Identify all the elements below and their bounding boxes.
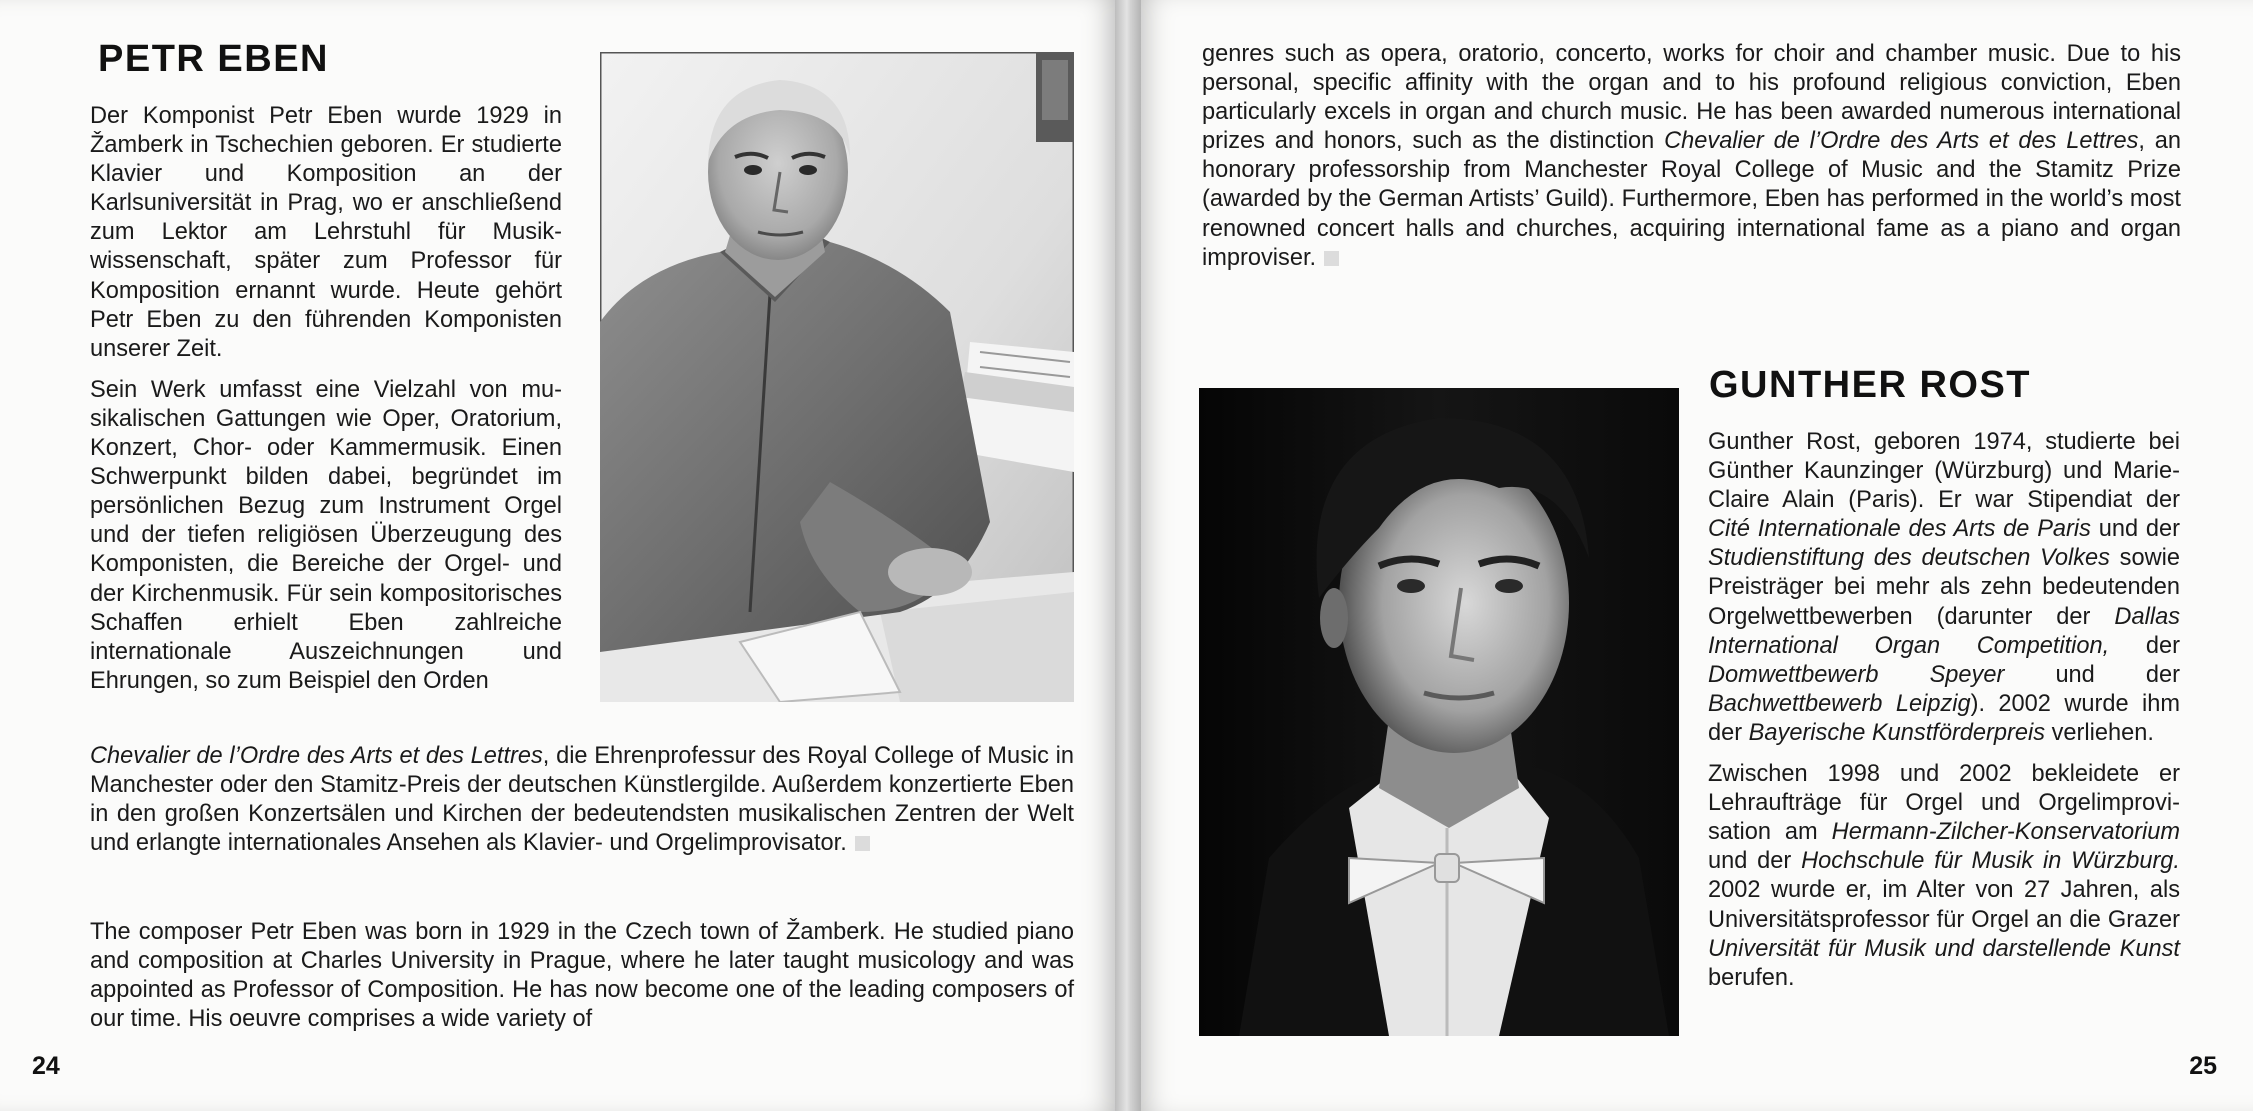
rost-bio-text: 2002 wurde er, im Alter von 27 Jahren, als Universitätsprofessor für Orgel an die Grazer: [1708, 877, 2180, 933]
rost-bio-italic: Hochschule für Musik in Würzburg.: [1801, 848, 2180, 875]
english-bio-paragraph: The composer Petr Eben was born in 1929 in the Czech town of Žamberk. He studied piano and composition at Charles University in Prague, where he later taught musicology and was appointed as Professor of Composition. He has now become one of the leading composers of our time. His oeuvre comprises a wide variety of: [90, 919, 1074, 1033]
rost-bio-paragraph-2: [1708, 760, 2180, 993]
rost-bio-text: berufen.: [1708, 964, 1795, 991]
left-page: [0, 0, 1115, 1111]
english-continued-part-2: , an honorary professorship from Manchester Royal College of Music and the Stamitz Prize (awarded by the German Artists’ Guild). Furthermore, Eben has performed in the world’s most renowned concert halls and churches, acquiring international fame as a piano and organ improviser.: [1202, 128, 2181, 271]
petr-eben-english-bio: [90, 918, 1074, 1034]
rost-bio-paragraph-1: [1708, 428, 2180, 748]
rost-bio-text: verliehen.: [2051, 719, 2154, 746]
rost-bio-italic: Bachwettbewerb Leipzig: [1708, 690, 1971, 717]
rost-bio-italic: Bayerische Kunstförderpreis: [1748, 719, 2046, 746]
english-continued-part-1: genres such as opera, oratorio, concerto, works for choir and chamber music. Due to his personal, specific affinity with the organ and to his profound religious conviction, Eben particularly excels in organ and church music. He has been awarded numerous international prizes and honors, such as the distinction: [1202, 41, 2181, 155]
rost-bio-italic: Hermann-Zilcher-Konservatorium: [1831, 819, 2181, 846]
rost-bio-text: sowie Preisträger bei mehr als zehn bedeutenden Orgelwettbewerben (darunter der: [1708, 545, 2180, 630]
gunther-rost-heading: GUNTHER ROST: [1709, 364, 2031, 406]
rost-bio-italic: Domwettbewerb Speyer: [1708, 661, 2005, 688]
rost-bio-italic: Cité Internationale des Arts de Paris: [1708, 516, 2091, 543]
german-bio-continuation: , die Ehrenprofessur des Royal College of Music in Manchester oder den Stamitz-Preis der deutschen Künstlergilde. Außerdem konzertierte Eben in den großen Konzertsälen und Kirchen der bedeutendsten musikalischen Zentren der Welt und erlangte internationales Ansehen als Klavier- und Orgelimprovisator.: [90, 743, 1075, 857]
german-bio-paragraph-1: Der Komponist Petr Eben wurde 1929 in Žamberk in Tschechien geboren. Er studierte Klavier und Komposition an der Karlsuniversität in Prag, wo er anschließend zum Lektor am Lehrstuhl für Musikwissenschaft, später zum Professor für Komposition ernannt wurde. Heute gehört Petr Eben zu den führenden Komponisten unserer Zeit.: [90, 103, 562, 362]
gunther-rost-photo-image: [1199, 388, 1679, 1036]
page-number-right: 25: [2189, 1052, 2217, 1080]
rost-bio-text: und der: [2098, 516, 2180, 543]
rost-bio-text: Zwischen 1998 und 2002 bekleidete er Lehraufträge für Orgel und Orgelimprovisation am: [1708, 761, 2180, 846]
award-title-german: Chevalier de l’Ordre des Arts et des Lettres: [90, 743, 543, 769]
award-title-english: Chevalier de l’Ordre des Arts et des Lettres: [1664, 128, 2139, 155]
petr-eben-german-bio: [90, 102, 1074, 768]
gunther-rost-photo: [1199, 388, 1679, 1036]
rost-bio-italic: Dallas International Organ Competition,: [1708, 603, 2180, 659]
gunther-rost-german-bio: [1708, 428, 2180, 993]
petr-eben-heading: PETR EBEN: [98, 38, 329, 80]
rost-bio-text: ). 2002 wurde ihm der: [1708, 690, 2180, 746]
german-bio-paragraph-2-part-1: Sein Werk umfasst eine Vielzahl von musikalischen Gattungen wie Oper, Oratorium, Konzert, Chor- oder Kammermusik. Einen Schwerpunkt bilden dabei, begründet im persönlichen Bezug zum Instrument Orgel und der tiefen religiösen Überzeugung des Komponisten, die Bereiche der Orgel- und der Kirchenmusik. Für sein kompositorisches Schaffen erhielt Eben zahlreiche internationale Auszeichnungen und Ehrungen, so zum Beispiel den Orden: [90, 376, 562, 694]
english-continued-paragraph: [1202, 40, 2181, 273]
book-gutter: [1115, 0, 1141, 1111]
rost-bio-text: Gunther Rost, geboren 1974, studierte bei Günther Kaunzinger (Würzburg) und Marie-Claire Alain (Paris). Er war Stipendiat der: [1708, 429, 2180, 514]
petr-eben-english-bio-continued: [1202, 40, 2181, 273]
rost-bio-text: und der: [2055, 661, 2180, 688]
rost-bio-italic: Universität für Musik und darstellende Kunst: [1708, 935, 2180, 962]
section-end-mark: [855, 836, 870, 851]
page-number-left: 24: [32, 1052, 60, 1080]
rost-bio-text: der: [2145, 632, 2180, 659]
german-bio-continuation-text: [90, 742, 1074, 858]
right-page: [1141, 0, 2253, 1111]
petr-eben-german-bio-continuation: [90, 742, 1074, 858]
section-end-mark: [1324, 251, 1339, 266]
rost-bio-italic: Studienstiftung des deutschen Volkes: [1708, 545, 2110, 572]
german-bio-paragraph-2: [90, 376, 1074, 696]
rost-bio-text: und der: [1708, 848, 1792, 875]
